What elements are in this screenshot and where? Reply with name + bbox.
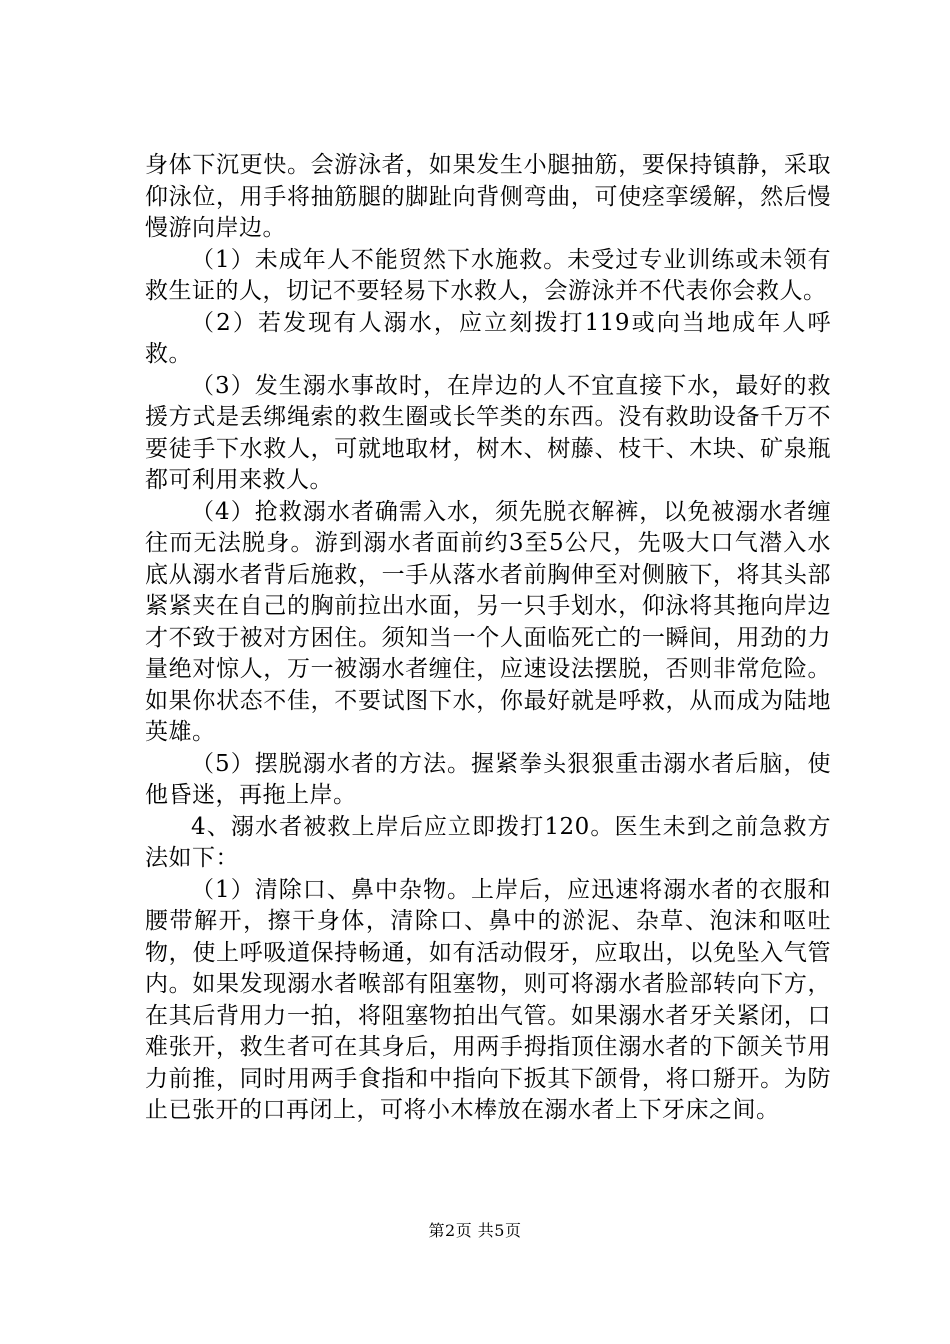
document-body [145,150,831,1127]
page-number-label: 第2页 共5页 [428,1221,522,1240]
page-footer [0,1218,950,1241]
paragraph-7: 4、溺水者被救上岸后应立即拨打120。医生未到之前急救方法如下： [145,813,831,871]
paragraph-4: （3）发生溺水事故时，在岸边的人不宜直接下水，最好的救援方式是丢绑绳索的救生圈或长竿类的东西。没有救助设备千万不要徒手下水救人，可就地取材，树木、树藤、枝干、木块、矿泉瓶都可利用来救人。 [145,372,831,493]
paragraph-1: 身体下沉更快。会游泳者，如果发生小腿抽筋，要保持镇静，采取仰泳位，用手将抽筋腿的脚趾向背侧弯曲，可使痉挛缓解，然后慢慢游向岸边。 [145,152,831,241]
paragraph-2: （1）未成年人不能贸然下水施救。未受过专业训练或未领有救生证的人，切记不要轻易下水救人，会游泳并不代表你会救人。 [145,246,831,304]
paragraph-3: （2）若发现有人溺水，应立刻拨打119或向当地成年人呼救。 [145,309,831,367]
paragraph-5: （4）抢救溺水者确需入水，须先脱衣解裤，以免被溺水者缠往而无法脱身。游到溺水者面前约3至5公尺，先吸大口气潜入水底从溺水者背后施救，一手从落水者前胸伸至对侧腋下，将其头部紧紧夹在自己的胸前拉出水面，另一只手划水，仰泳将其拖向岸边才不致于被对方困住。须知当一个人面临死亡的一瞬间，用劲的力量绝对惊人，万一被溺水者缠住，应速设法摆脱，否则非常危险。如果你状态不佳，不要试图下水，你最好就是呼救，从而成为陆地英雄。 [145,498,831,745]
paragraph-6: （5）摆脱溺水者的方法。握紧拳头狠狠重击溺水者后脑，使他昏迷，再拖上岸。 [145,750,831,808]
paragraph-8: （1）清除口、鼻中杂物。上岸后，应迅速将溺水者的衣服和腰带解开，擦干身体，清除口、鼻中的淤泥、杂草、泡沫和呕吐物，使上呼吸道保持畅通，如有活动假牙，应取出，以免坠入气管内。如果发现溺水者喉部有阻塞物，则可将溺水者脸部转向下方，在其后背用力一拍，将阻塞物拍出气管。如果溺水者牙关紧闭，口难张开，救生者可在其身后，用两手拇指顶住溺水者的下颌关节用力前推，同时用两手食指和中指向下扳其下颌骨，将口掰开。为防止已张开的口再闭上，可将小木棒放在溺水者上下牙床之间。 [145,876,831,1123]
